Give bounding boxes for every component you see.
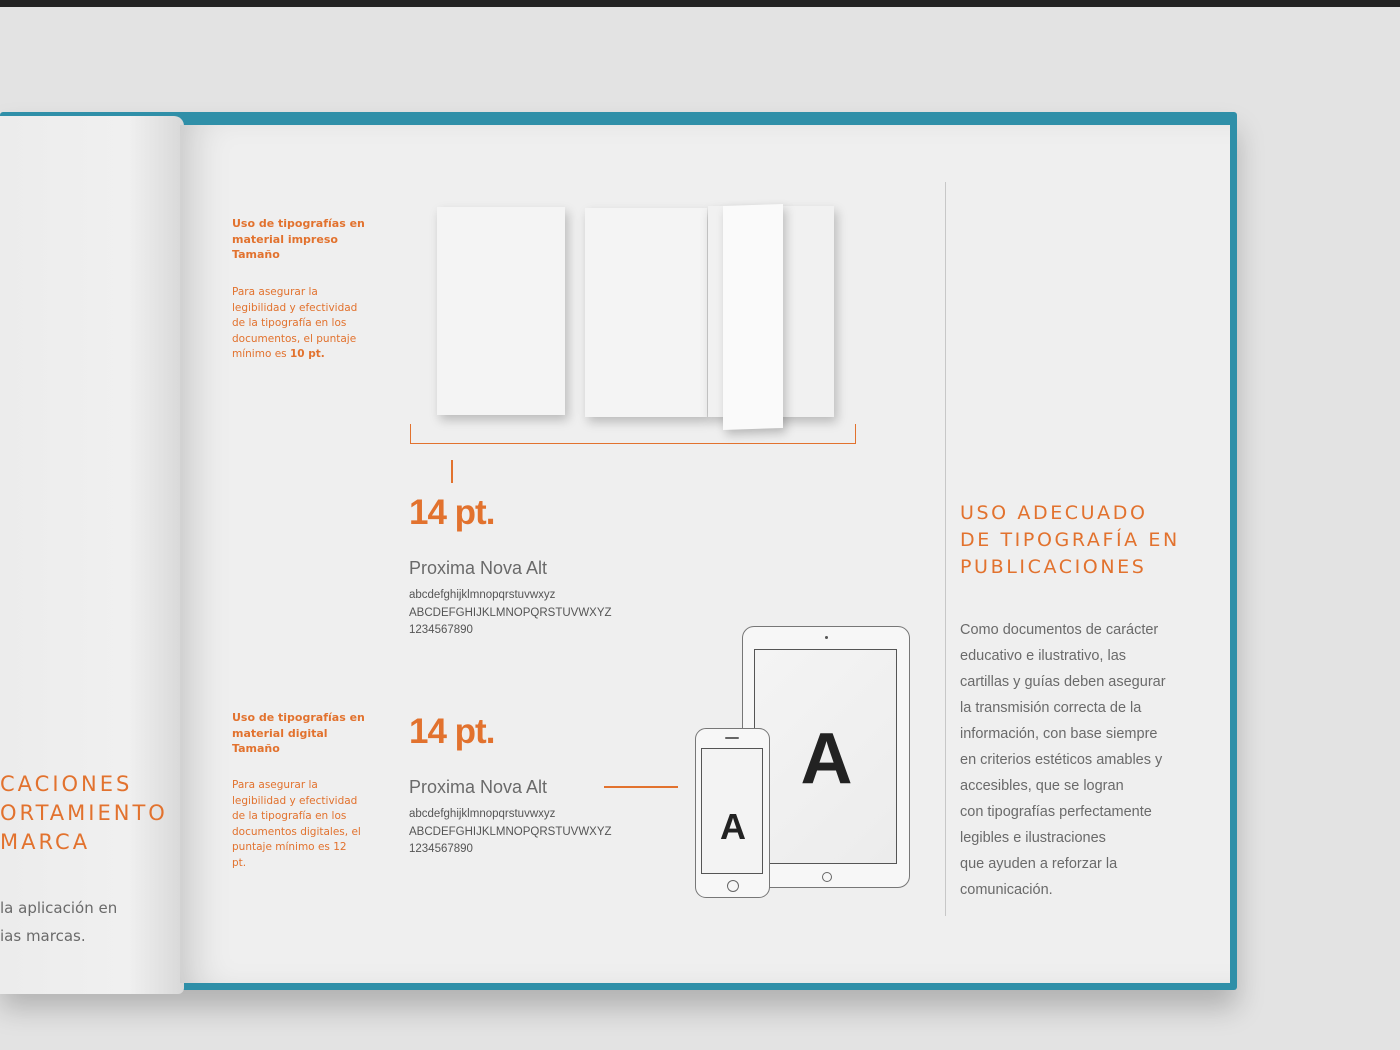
glyph-line: 1234567890 xyxy=(409,624,473,636)
caption-title-line: Tamaño xyxy=(232,742,280,755)
caption-body-min-size: 10 pt. xyxy=(289,348,325,361)
section-body-line: educativo e ilustrativo, las xyxy=(960,648,1127,664)
size-tick xyxy=(451,460,453,483)
caption-title-line: material digital xyxy=(232,726,328,740)
caption-body-line: documentos, el puntaje xyxy=(232,332,357,345)
caption-body-line: Para asegurar la xyxy=(232,286,318,298)
column-divider xyxy=(945,182,946,916)
section-body-line: cartillas y guías deben asegurar xyxy=(960,674,1166,690)
digital-glyph-sample xyxy=(409,806,612,859)
phone-speaker-icon xyxy=(725,737,739,739)
section-body-line: la transmisión correcta de la xyxy=(960,700,1142,716)
tablet-screen xyxy=(754,649,897,864)
left-heading-line: CACIONES xyxy=(0,772,133,796)
phone-screen xyxy=(701,748,763,874)
connector-line xyxy=(604,786,678,788)
digital-size-label: 14 pt. xyxy=(409,712,495,751)
section-body-line: que ayuden a reforzar la xyxy=(960,856,1118,872)
phone-illustration xyxy=(695,728,770,898)
section-body-line: accesibles, que se logran xyxy=(960,778,1124,794)
caption-title-line: material impreso xyxy=(232,232,338,246)
section-body-line: con tipografías perfectamente xyxy=(960,804,1152,820)
glyph-line: ABCDEFGHIJKLMNOPQRSTUVWXYZ xyxy=(409,606,612,619)
brochure-open-image xyxy=(585,208,707,417)
glyph-line: 1234567890 xyxy=(409,843,473,855)
digital-font-name: Proxima Nova Alt xyxy=(409,777,548,797)
glyph-line: abcdefghijklmnopqrstuvwxyz xyxy=(409,589,556,601)
section-body-line: legibles e ilustraciones xyxy=(960,830,1106,846)
tablet-camera-icon xyxy=(825,636,828,639)
glyph-line: abcdefghijklmnopqrstuvwxyz xyxy=(409,808,556,820)
left-body-line: ias marcas. xyxy=(0,927,86,945)
caption-body-line: puntaje mínimo es 12 pt. xyxy=(232,841,347,869)
left-page xyxy=(0,116,184,994)
caption-body-line: de la tipografía en los xyxy=(232,317,347,330)
section-body-line: Como documentos de carácter xyxy=(960,622,1159,638)
print-caption-title xyxy=(232,216,372,263)
print-size-label: 14 pt. xyxy=(409,493,495,532)
size-bracket xyxy=(410,424,856,444)
glyph-line: ABCDEFGHIJKLMNOPQRSTUVWXYZ xyxy=(409,825,612,838)
section-title-line: DE TIPOGRAFÍA EN xyxy=(960,529,1180,551)
tablet-letter-sample: A xyxy=(800,719,853,799)
phone-home-button-icon xyxy=(727,880,739,892)
digital-caption-body xyxy=(232,778,362,872)
caption-body-line: documentos digitales, el xyxy=(232,825,361,838)
section-title xyxy=(960,500,1180,581)
caption-body-line: legibilidad y efectividad xyxy=(232,301,358,314)
section-title-line: USO ADECUADO xyxy=(960,502,1148,524)
caption-body-prefix: mínimo es xyxy=(232,348,290,361)
caption-title-line: Tamaño xyxy=(232,248,280,261)
section-title-line: PUBLICACIONES xyxy=(960,556,1147,578)
caption-body-line: Para asegurar la xyxy=(232,779,318,791)
caption-body-line: legibilidad y efectividad xyxy=(232,794,358,807)
left-body-line: la aplicación en xyxy=(0,899,118,917)
tablet-home-button-icon xyxy=(822,872,832,882)
left-page-body xyxy=(0,894,117,950)
section-body-line: comunicación. xyxy=(960,882,1053,898)
section-body xyxy=(960,617,1166,903)
brochure-fold-flap xyxy=(723,204,783,430)
phone-letter-sample: A xyxy=(720,806,746,847)
top-bar xyxy=(0,0,1400,7)
caption-body-line xyxy=(232,347,362,363)
section-body-line: información, con base siempre xyxy=(960,726,1158,742)
brochure-closed-image xyxy=(437,207,565,415)
caption-title-line: Uso de tipografías en xyxy=(232,217,365,230)
section-body-line: en criterios estéticos amables y xyxy=(960,752,1163,768)
print-glyph-sample xyxy=(409,587,612,640)
caption-body-line: de la tipografía en los xyxy=(232,810,347,823)
left-heading-line: ORTAMIENTO xyxy=(0,801,168,825)
print-font-name: Proxima Nova Alt xyxy=(409,558,548,578)
print-caption-body xyxy=(232,285,362,363)
left-page-heading xyxy=(0,770,184,857)
digital-caption-title xyxy=(232,710,372,757)
left-heading-line: MARCA xyxy=(0,830,91,854)
caption-title-line: Uso de tipografías en xyxy=(232,711,365,724)
